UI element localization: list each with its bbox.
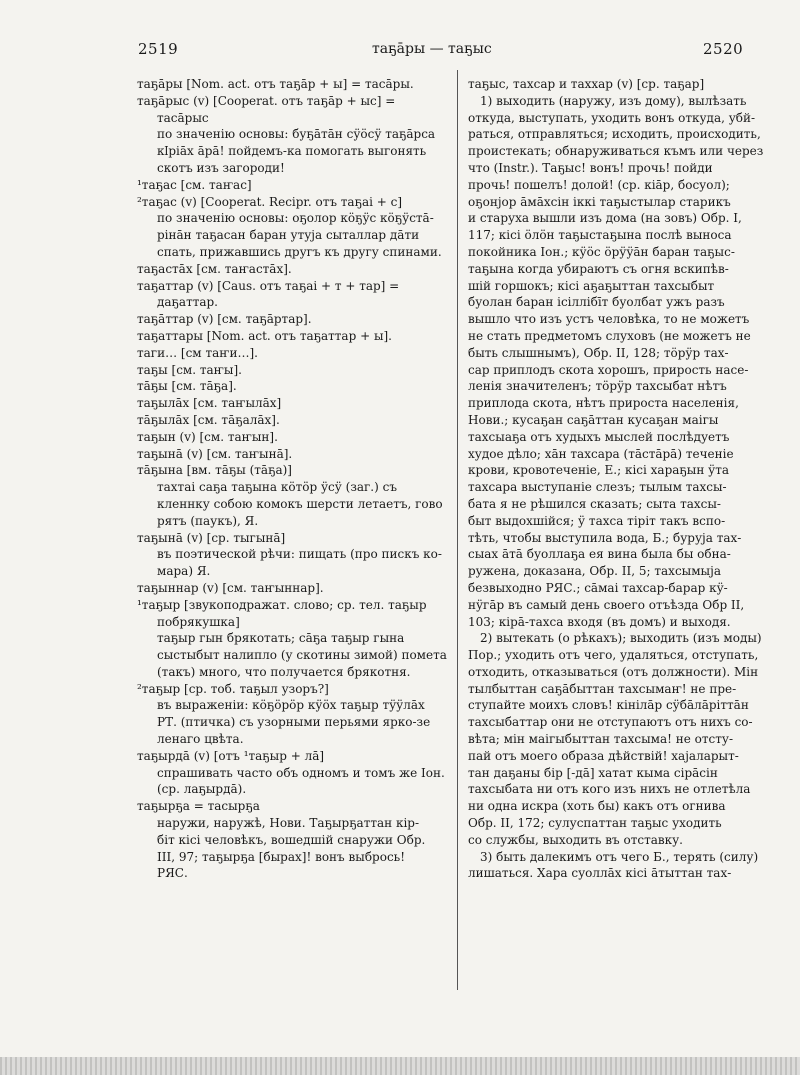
entry-definition-line: быт выдохшійся; ӱ тахса тіріт такъ вспо- <box>468 513 726 528</box>
entry-definition-line: ступайте моихъ словъ! кінілāр сӱбāлāріттāн <box>468 698 749 713</box>
entry-definition-line: буолан баран ісіллібīт буолбат ужъ разъ <box>468 295 725 310</box>
dictionary-entry <box>137 412 449 429</box>
entry-definition-line: РЯС. <box>157 866 188 881</box>
entry-definition-line: 1) выходить (наружу, изъ дому), вылѣзать <box>480 93 747 108</box>
entry-headword-line: таҕāрыс (v) [Cooperat. отъ таҕāр + ыс] = <box>137 93 396 108</box>
entry-definition-line: проистекать; обнаруживаться къмъ или через <box>468 144 764 159</box>
entry-headword-line: ¹таҕыр [звукоподражат. слово; ср. тел. таҕыр <box>137 597 427 612</box>
entry-headword-line: таҕāттар (v) [см. таҕāртар]. <box>137 312 312 327</box>
dictionary-entry <box>137 446 449 463</box>
entry-definition-line: нӱгāр въ самый день своего отъѣзда Обр II, <box>468 597 745 612</box>
entry-definition-line: что (Instr.). Таҕыс! вонъ! прочь! пойди <box>468 160 713 175</box>
entry-definition-line: быть слышнымъ), Обр. II, 128; тӧрӱр тах- <box>468 345 729 360</box>
entry-headword-line: тāҕылāх [см. тāҕалāх]. <box>137 412 280 427</box>
dictionary-entry <box>137 395 449 412</box>
entry-definition-line: тахсара выступаніе слезъ; тылым тахсы- <box>468 480 727 495</box>
dictionary-entry <box>137 311 449 328</box>
entry-headword-line: ²таҕас (v) [Cooperat. Recipr. отъ таҕаі + с] <box>137 194 403 209</box>
dictionary-entry <box>137 76 449 93</box>
entry-headword-line: таҕынā (v) [см. таҥынā]. <box>137 446 293 461</box>
entry-headword-line: тасāрыс <box>157 110 209 125</box>
dictionary-entry <box>137 362 449 379</box>
entry-headword-line: ²таҕыр [ср. тоб. таҕыл узоръ?] <box>137 681 329 696</box>
entry-headword-line: ¹таҕас [см. таҥас] <box>137 177 252 192</box>
dictionary-entry <box>137 261 449 278</box>
entry-definition-line: тахтаі саҕа таҕына кӧтӧр ӱсӱ (заг.) съ <box>157 480 397 495</box>
entry-definition-line: шій горшокъ; кісі аҕаҕыттан тахсыбыт <box>468 278 715 293</box>
entry-definition-line: сар приплодъ скота хорошъ, прирость насе- <box>468 362 749 377</box>
entry-definition-line: скотъ изъ загороди! <box>157 160 285 175</box>
entry-headword-line: таҕыннар (v) [см. таҥыннар]. <box>137 580 324 595</box>
page-number-right: 2520 <box>703 40 744 58</box>
entry-definition-line: со службы, выходить въ отставку. <box>468 832 683 847</box>
entry-definition-line: тахсыаҕа отъ худыхъ мыслей послѣдуетъ <box>468 429 730 444</box>
entry-definition-line: оҕонјор āмāхсін іккі таҕыстылар старикъ <box>468 194 731 209</box>
entry-definition-line: сыстыбыт налипло (у скотины зимой) помета <box>157 648 447 663</box>
entry-definition-line: (ср. лаҕырдā). <box>157 782 247 797</box>
entry-definition-line: покойника Іон.; кӱӧс ӧрӱӱāн баран таҕыс- <box>468 244 735 259</box>
entry-definition-line: не стать предметомъ слуховъ (не можетъ не <box>468 328 751 343</box>
entry-headword-line: таҕаттар (v) [Caus. отъ таҕаі + т + тар] = <box>137 278 400 293</box>
dictionary-entry <box>137 580 449 597</box>
entry-definition-line: тахсыбаттар они не отступаютъ отъ нихъ со- <box>468 715 753 730</box>
entry-definition-line: біт кісі человѣкъ, вошедшій снаружи Обр. <box>157 832 426 847</box>
entry-headword-line: таҕырдā (v) [отъ ¹таҕыр + лā] <box>137 748 325 763</box>
entry-definition-line: ружена, доказана, Обр. II, 5; тахсымыја <box>468 564 721 579</box>
dictionary-entry <box>137 748 449 798</box>
entry-headword-line: таҕы [см. таҥы]. <box>137 362 242 377</box>
entry-headword-line: таҕаттары [Nom. act. отъ таҕаттар + ы]. <box>137 328 392 343</box>
entry-definition-line: ни одна искра (хоть бы) какъ отъ огнива <box>468 799 726 814</box>
entry-definition-line: 3) быть далекимъ отъ чего Б., терять (силу) <box>480 849 759 864</box>
entry-definition-line: въ выраженіи: кӧҕӧрӧр кӱӧх таҕыр тӱӱлāх <box>157 698 425 713</box>
entry-definition-line: таҕыр гын брякотать; сāҕа таҕыр гына <box>157 631 405 646</box>
dictionary-entry <box>137 328 449 345</box>
column-divider <box>457 70 458 990</box>
entry-definition-line: откуда, выступать, уходить вонъ откуда, убй- <box>468 110 756 125</box>
entry-headword-line: тāҕына [вм. тāҕы (тāҕа)] <box>137 463 292 478</box>
entry-definition-line: 2) вытекать (о рѣкахъ); выходить (изъ моды) <box>480 631 762 646</box>
entry-definition-line: наружи, наружѣ, Нови. Таҕырҕаттан кір- <box>157 816 420 831</box>
entry-definition-line: тылбыттан саҕāбыттан тахсымаҥ! не пре- <box>468 681 737 696</box>
entry-headword-line: таҕырҕа = тасырҕа <box>137 799 260 814</box>
dictionary-entry <box>137 378 449 395</box>
entry-definition-line: рятъ (паукъ), Я. <box>157 513 259 528</box>
entry-headword-line: даҕаттар. <box>157 295 218 310</box>
dictionary-entry <box>137 798 449 882</box>
entry-headword-line: таги… [см таҥи…]. <box>137 345 258 360</box>
entry-definition-line: мара) Я. <box>157 564 211 579</box>
running-head: таҕāры — таҕыс <box>372 41 492 57</box>
entry-definition-line: по значенію основы: оҕолор кӧҕӱс кӧҕӱстā- <box>157 211 434 226</box>
entry-definition-line: 117; кісі ӧлӧн таҕыстаҕына послѣ выноса <box>468 228 732 243</box>
dictionary-entry <box>137 462 449 529</box>
dictionary-entry <box>137 177 449 194</box>
entry-definition-line: бата я не рѣшился сказать; сыта тахсы- <box>468 496 721 511</box>
entry-definition-line: таҕына когда убираютъ съ огня вскипѣв- <box>468 261 729 276</box>
entry-headword-line: тāҕы [см. тāҕа]. <box>137 379 237 394</box>
entry-definition-line: лишаться. Хара суоллāх кісі āтыттан тах- <box>468 866 732 881</box>
entry-definition-line: въ поэтической рѣчи: пищать (про пискъ ко- <box>157 547 442 562</box>
entry-definition-line: отходить, отказываться (отъ должности). Мін <box>468 664 759 679</box>
entry-definition-line: 103; кірā-тахса входя (въ домъ) и выходя. <box>468 614 731 629</box>
entry-definition-line: спрашивать часто объ одномъ и томъ же Іон. <box>157 765 445 780</box>
dictionary-entry <box>137 681 449 748</box>
left-column <box>137 76 449 882</box>
entry-definition-line: рінāн таҕасан баран утуја сыталлар дāти <box>157 228 420 243</box>
entry-headword-line: побрякушка] <box>157 614 240 629</box>
dictionary-entry <box>137 530 449 580</box>
entry-definition-line: Обр. II, 172; сулуспаттан таҕыс уходить <box>468 816 722 831</box>
dictionary-entry <box>137 429 449 446</box>
entry-definition-line: кӏріāх āрā! пойдемъ-ка помогать выгонять <box>157 144 427 159</box>
entry-definition-line: Нови.; кусаҕан саҕāттан кусаҕан маігы <box>468 412 719 427</box>
entry-definition-line: по значенію основы: буҕāтāн сӱӧсӱ таҕāрса <box>157 127 436 142</box>
entry-definition-line: кленнку собою комокъ шерсти летаетъ, гово <box>157 496 443 511</box>
dictionary-entry <box>137 93 449 177</box>
entry-definition-line: худое дѣло; хāн тахсара (тāстāрā) теченіе <box>468 446 734 461</box>
entry-headword-line: таҕынā (v) [ср. тыгынā] <box>137 530 286 545</box>
right-column <box>468 76 786 882</box>
entry-headword-line: таҕын (v) [см. таҥын]. <box>137 429 278 444</box>
entry-definition-line: тахсыбата ни отъ кого изъ нихъ не отлетѣла <box>468 782 751 797</box>
entry-definition-line: ленія значителенъ; тӧрӱр тахсыбат нѣтъ <box>468 379 727 394</box>
dictionary-entry <box>137 597 449 681</box>
entry-headword-line: таҕылāх [см. таҥылāх] <box>137 396 282 411</box>
entry-definition-line: крови, кровотеченіе, Е.; кісі хараҕын ӱта <box>468 463 729 478</box>
entry-definition-line: прочь! пошелъ! долой! (ср. кіāр, босуол); <box>468 177 730 192</box>
entry-definition-line: тан даҕаны бір [-дā] хатат кыма сірāсін <box>468 765 718 780</box>
dictionary-entry <box>137 278 449 312</box>
scan-bottom-edge <box>0 1057 800 1075</box>
entry-definition-line: и старуха вышли изъ дома (на зовъ) Обр. I, <box>468 211 742 226</box>
entry-definition-line: Пор.; уходить отъ чего, удаляться, отступать, <box>468 648 759 663</box>
entry-definition-line: III, 97; таҕырҕа [бырах]! вонъ выбрось! <box>157 849 406 864</box>
entry-definition-line: тѣть, чтобы выступила вода, Б.; буруја тах- <box>468 530 742 545</box>
entry-headword-line: таҕāры [Nom. act. отъ таҕāр + ы] = тасāры. <box>137 77 414 91</box>
entry-definition-line: вышло что изъ устъ человѣка, то не можетъ <box>468 312 750 327</box>
entry-definition-line: ленаго цвѣта. <box>157 732 244 747</box>
entry-definition-line: РТ. (птичка) съ узорными перьями ярко-зе <box>157 715 431 730</box>
entry-definition-line: пай отъ моего образа дѣйствій! хајаларыт- <box>468 748 739 763</box>
entry-definition-line: раться, отправляться; исходить, происходить, <box>468 127 761 142</box>
entry-definition-line: (такъ) много, что получается брякотня. <box>157 664 411 679</box>
entry-definition-line: спать, прижавшись другъ къ другу спинами. <box>157 244 442 259</box>
entry-definition-line: безвыходно РЯС.; сāмаі тахсар-барар кӱ- <box>468 580 728 595</box>
entry-definition-line: вѣта; мін маігыбыттан тахсыма! не отсту- <box>468 732 734 747</box>
dictionary-entry <box>137 194 449 261</box>
entry-definition-line: сыах āтā буоллаҕа ея вина была бы обна- <box>468 547 731 562</box>
entry-definition-line: приплода скота, нѣтъ прироста населенія, <box>468 396 739 411</box>
entry-headword-line: таҕастāх [см. таҥастāх]. <box>137 261 292 276</box>
dictionary-entry <box>137 345 449 362</box>
page-number-left: 2519 <box>138 40 179 58</box>
entry-headword-line: таҕыс, тахсар и таххар (v) [ср. таҕар] <box>468 77 705 91</box>
